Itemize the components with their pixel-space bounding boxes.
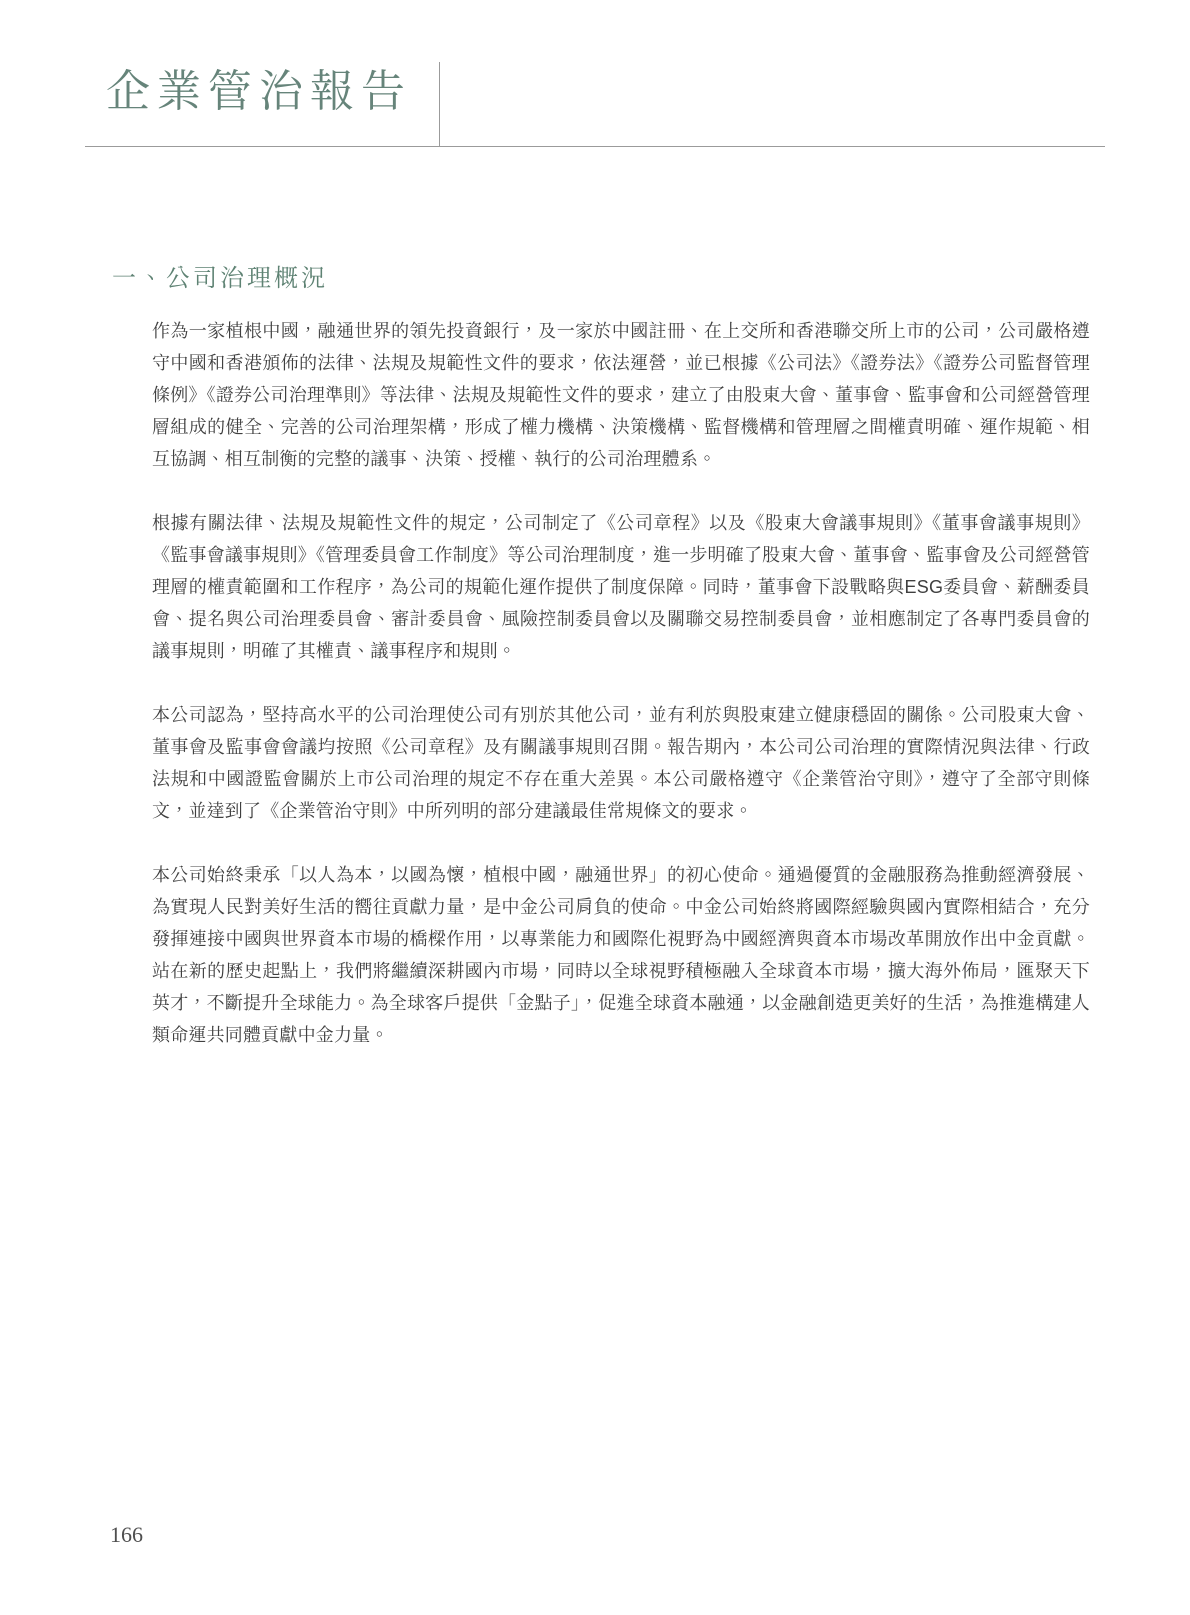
paragraph-governance-structure: 作為一家植根中國，融通世界的領先投資銀行，及一家於中國註冊、在上交所和香港聯交所上市的公司，公司嚴格遵守中國和香港頒佈的法律、法規及規範性文件的要求，依法運營，並已根據《公司法》《證券法》《證券公司監督管理條例》《證券公司治理準則》等法律、法規及規範性文件的要求，建立了由股東大會、董事會、監事會和公司經營管理層組成的健全、完善的公司治理架構，形成了權力機構、決策機構、監督機構和管理層之間權責明確、運作規範、相互協調、相互制衡的完整的議事、決策、授權、執行的公司治理體系。 [152, 321, 1090, 469]
paragraph-governance-systems: 根據有關法律、法規及規範性文件的規定，公司制定了《公司章程》以及《股東大會議事規則》《董事會議事規則》《監事會議事規則》《管理委員會工作制度》等公司治理制度，進一步明確了股東大會、董事會、監事會及公司經營管理層的權責範圍和工作程序，為公司的規範化運作提供了制度保障。同時，董事會下設戰略與ESG委員會、薪酬委員會、提名與公司治理委員會、審計委員會、風險控制委員會以及關聯交易控制委員會，並相應制定了各專門委員會的議事規則，明確了其權責、議事程序和規則。 [152, 513, 1090, 661]
header-vertical-divider [439, 62, 440, 147]
header-horizontal-rule [85, 146, 1105, 147]
page-title: 企業管治報告 [106, 67, 412, 116]
page-number: 166 [110, 1522, 143, 1547]
paragraph-governance-compliance: 本公司認為，堅持高水平的公司治理使公司有別於其他公司，並有利於與股東建立健康穩固的關係。公司股東大會、董事會及監事會會議均按照《公司章程》及有關議事規則召開。報告期內，本公司公司治理的實際情況與法律、行政法規和中國證監會關於上市公司治理的規定不存在重大差異。本公司嚴格遵守《企業管治守則》，遵守了全部守則條文，並達到了《企業管治守則》中所列明的部分建議最佳常規條文的要求。 [152, 705, 1090, 821]
paragraph-mission: 本公司始終秉承「以人為本，以國為懷，植根中國，融通世界」的初心使命。通過優質的金融服務為推動經濟發展、為實現人民對美好生活的嚮往貢獻力量，是中金公司肩負的使命。中金公司始終將國際經驗與國內實際相結合，充分發揮連接中國與世界資本市場的橋樑作用，以專業能力和國際化視野為中國經濟與資本市場改革開放作出中金貢獻。站在新的歷史起點上，我們將繼續深耕國內市場，同時以全球視野積極融入全球資本市場，擴大海外佈局，匯聚天下英才，不斷提升全球能力。為全球客戶提供「金點子」，促進全球資本融通，以金融創造更美好的生活，為推進構建人類命運共同體貢獻中金力量。 [152, 865, 1090, 1045]
section-heading: 一、公司治理概況 [112, 265, 328, 292]
body-text-block [152, 315, 1090, 1051]
